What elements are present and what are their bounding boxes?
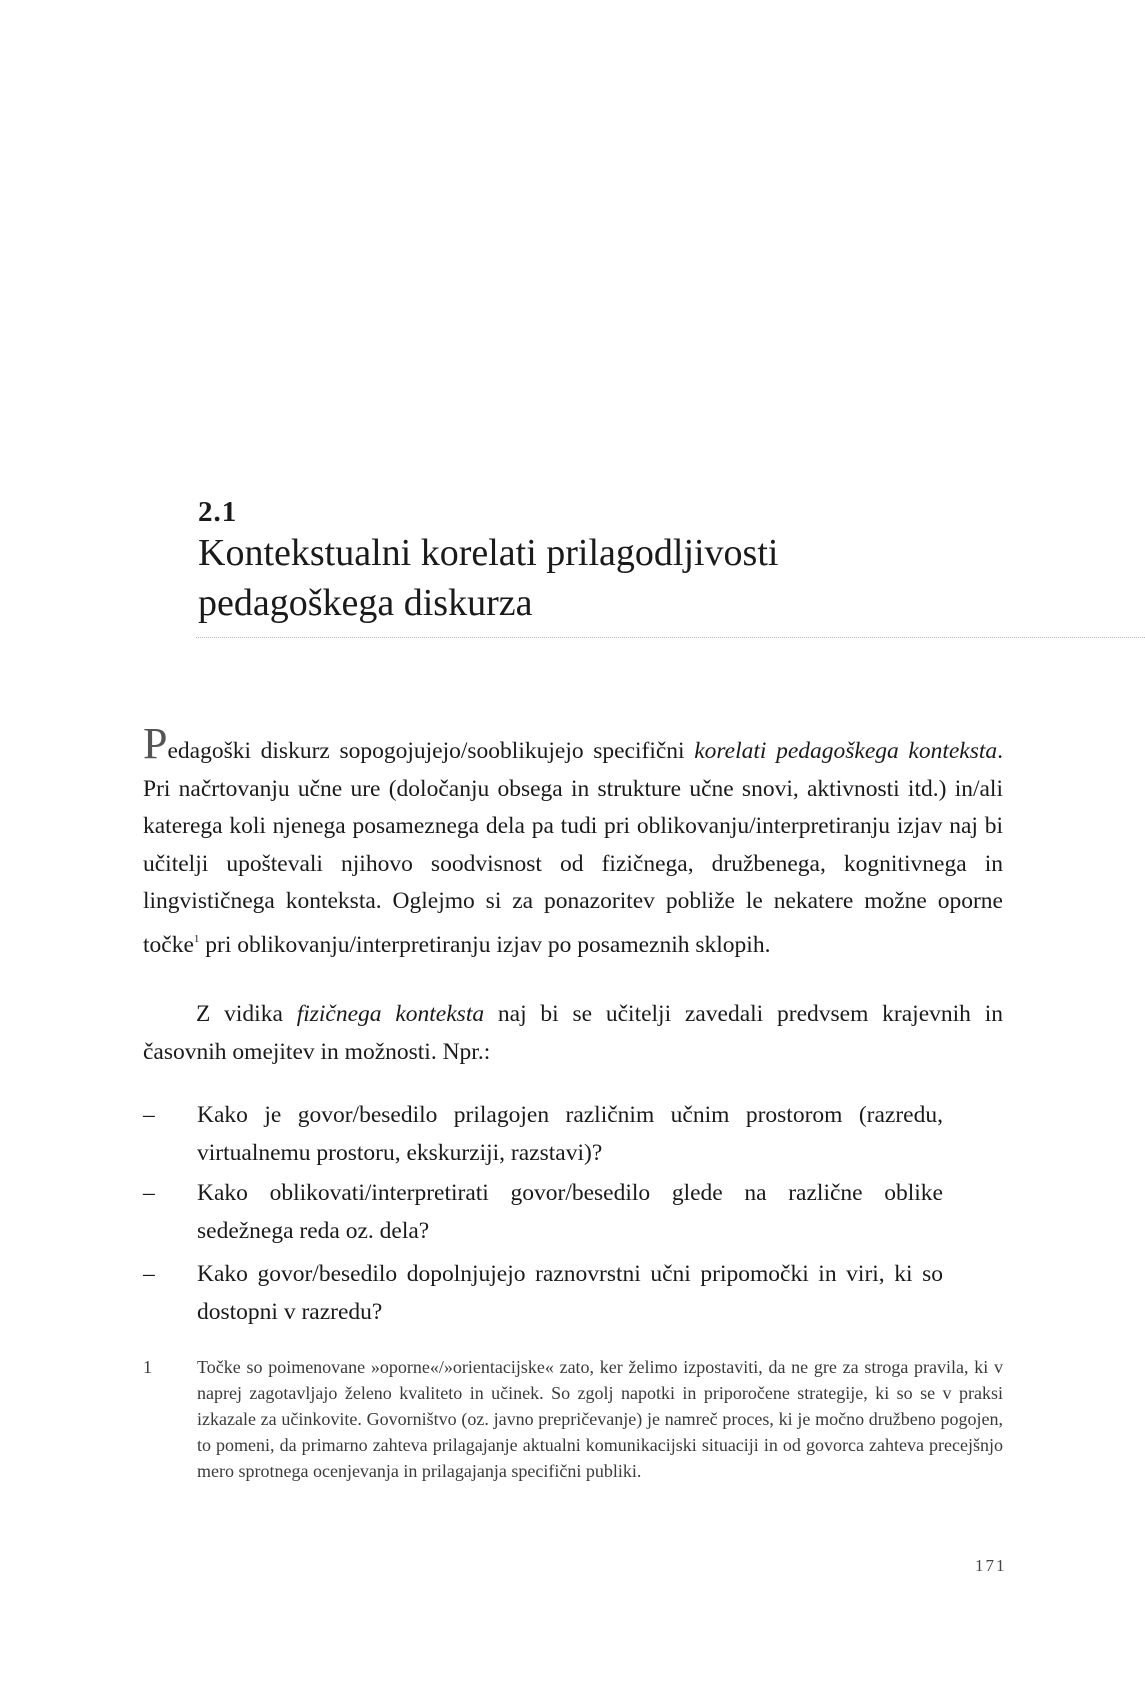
paragraph-physical-context bbox=[143, 996, 1003, 1071]
footnote-text: Točke so poimenovane »oporne«/»orientacijske« zato, ker želimo izpostaviti, da ne gre za stroga pravila, ki v naprej zagotavljajo želeno kvaliteto in učinek. So zgolj napotki in priporočene strategije, ki so se v praksi izkazale za učinkovite. Govorništvo (oz. javno prepričevanje) je namreč proces, ki je močno družbeno pogojen, to pomeni, da primarno zahteva prilagajanje aktualni komunikacijski situaciji in od govorca zahteva precejšnjo mero sprotnega ocenjevanja in prilagajanja specifični publiki. bbox=[197, 1357, 1003, 1481]
dash-bullet: – bbox=[143, 1102, 155, 1128]
section-title bbox=[198, 528, 1098, 628]
dash-bullet: – bbox=[143, 1180, 155, 1206]
paragraph-text: pri oblikovanju/interpretiranju izjav po posameznih sklopih. bbox=[199, 931, 771, 958]
paragraph-text: . Pri načrtovanju učne ure (določanju obsega in strukture učne snovi, aktivnosti itd.) in/ali katerega koli njenega posameznega dela pa tudi pri oblikovanju/interpretiranju izjav naj bi učitelji upoštevali njihovo soodvisnost od fizičnega, družbenega, kognitivnega in lingvističnega konteksta. Oglejmo si za ponazoritev pobliže le nekatere možne oporne točke bbox=[143, 738, 1004, 958]
list-item-text: Kako govor/besedilo dopolnjujejo raznovrstni učni pripomočki in viri, ki so dostopni v razredu? bbox=[197, 1261, 943, 1325]
emphasis: korelati pedagoškega konteksta bbox=[694, 738, 998, 764]
list-item bbox=[143, 1256, 943, 1331]
list-item-text: Kako je govor/besedilo prilagojen različnim učnim prostorom (razredu, virtualnemu prostoru, ekskurziji, razstavi)? bbox=[197, 1102, 943, 1166]
footnote bbox=[143, 1354, 1003, 1484]
paragraph-text: naj bi se učitelji zavedali predvsem krajevnih in časovnih omejitev in možnosti. Npr.: bbox=[143, 1001, 1003, 1065]
page-number: 171 bbox=[975, 1556, 1007, 1575]
list-item bbox=[143, 1175, 943, 1250]
section-number: 2.1 bbox=[198, 496, 238, 528]
list-item-text: Kako oblikovati/interpretirati govor/besedilo glede na različne oblike sedežnega reda oz. dela? bbox=[197, 1180, 943, 1244]
emphasis: fizičnega konteksta bbox=[296, 1001, 485, 1027]
drop-cap: P bbox=[143, 719, 168, 768]
question-list bbox=[143, 1097, 943, 1334]
section-title-line2: pedagoškega diskurza bbox=[198, 582, 533, 624]
paragraph-text: Z vidika bbox=[196, 1001, 297, 1027]
footnote-number: 1 bbox=[143, 1357, 152, 1377]
heading-divider bbox=[196, 637, 1145, 638]
list-item bbox=[143, 1097, 943, 1172]
paragraph-text: edagoški diskurz sopogojujejo/sooblikujejo specifični bbox=[167, 738, 695, 764]
section-title-line1: Kontekstualni korelati prilagodljivosti bbox=[198, 532, 779, 574]
paragraph-intro bbox=[143, 719, 1004, 964]
footnote-reference[interactable]: 1 bbox=[193, 932, 200, 945]
dash-bullet: – bbox=[143, 1261, 155, 1287]
